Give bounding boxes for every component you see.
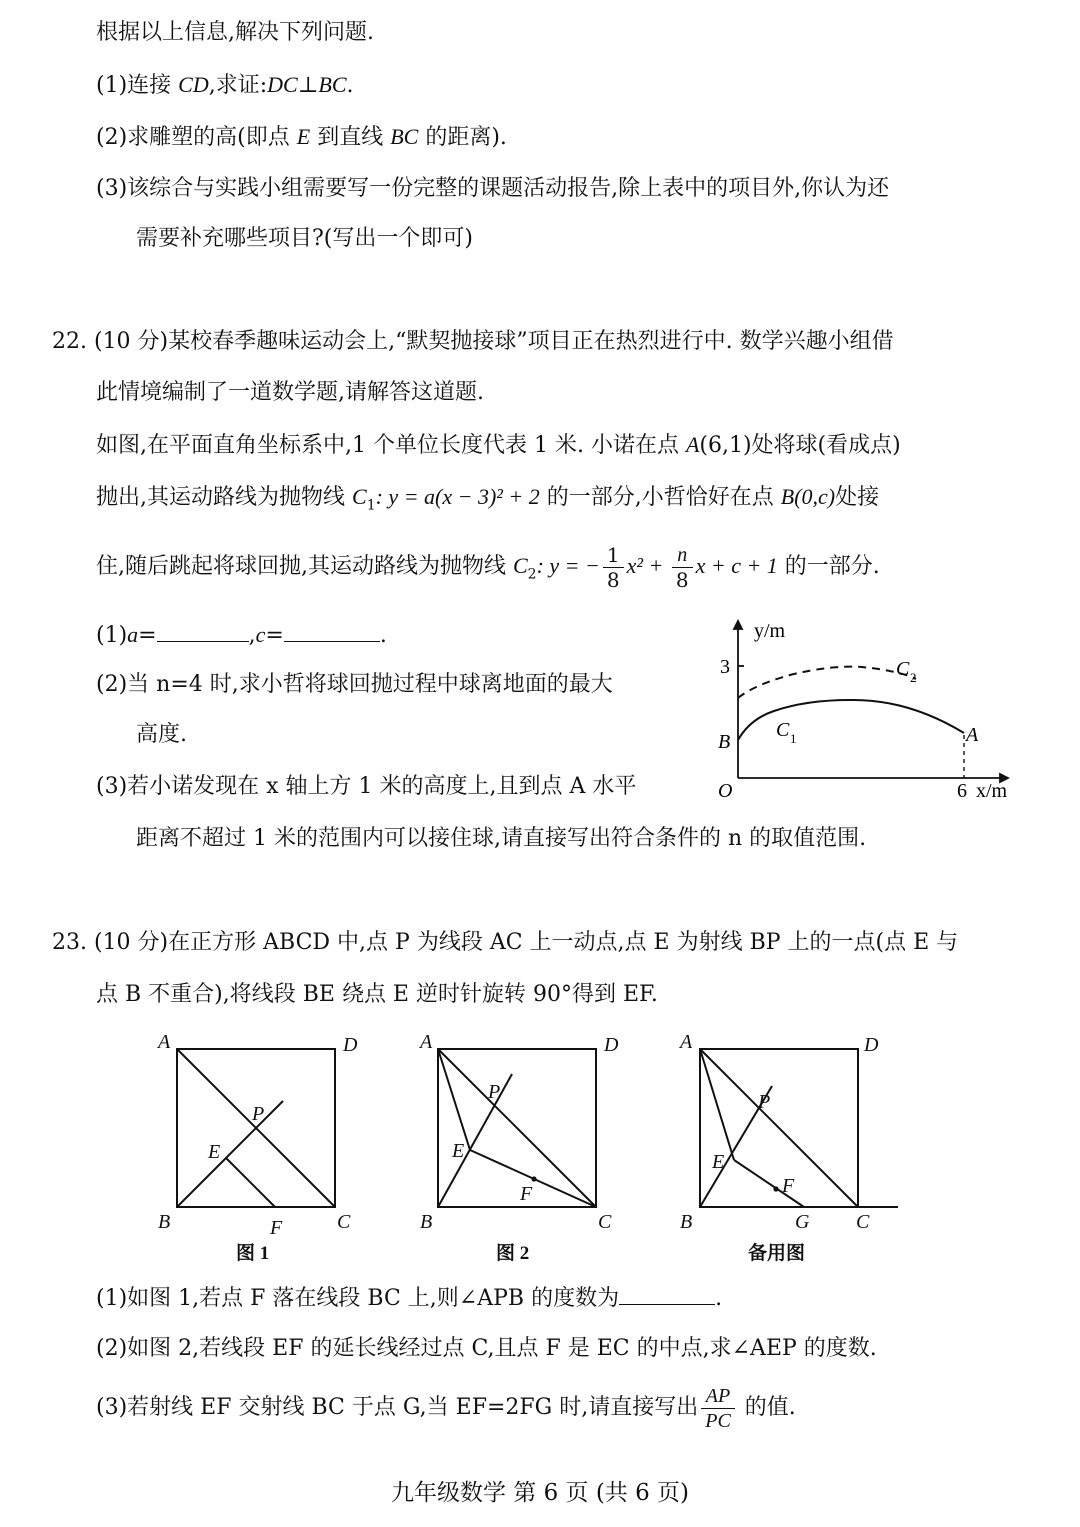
q21-part1: (1)连接 CD,求证:DC⊥BC. bbox=[96, 72, 354, 98]
q22-line2: 此情境编制了一道数学题,请解答这道题. bbox=[96, 380, 484, 405]
x-axis-label: x/m bbox=[976, 780, 1008, 802]
fig2-label-a: A bbox=[420, 1031, 433, 1053]
fraction-n-eighth: $\frac{n}{8}$ bbox=[672, 543, 693, 592]
fig3-label-c: C bbox=[856, 1211, 870, 1233]
fraction-ap-pc: $\frac{AP}{PC}$ bbox=[701, 1384, 735, 1433]
fig2-point-f bbox=[531, 1176, 536, 1181]
fig3-label-a: A bbox=[680, 1031, 693, 1053]
q23-part2: (2)如图 2,若线段 EF 的延长线经过点 C,且点 F 是 EC 的中点,求∠AEP 的度数. bbox=[96, 1336, 877, 1361]
curve-c2-label: C bbox=[896, 658, 910, 680]
fig1-label-c: C bbox=[337, 1211, 351, 1233]
fig2-label-d: D bbox=[604, 1034, 619, 1056]
q22-line5: 住,随后跳起将球回抛,其运动路线为抛物线 $C_2$: y = − $\frac{1}{8}$ x² + $\frac{n}{8}$ x + c + 1 的一部分. bbox=[96, 542, 880, 592]
figure-2 bbox=[438, 1049, 596, 1207]
q22-part3-line2: 距离不超过 1 米的范围内可以接住球,请直接写出符合条件的 n 的取值范围. bbox=[136, 826, 867, 851]
origin-label: O bbox=[718, 780, 733, 802]
curve-c2-sub: 2 bbox=[910, 670, 917, 685]
answer-blank-c[interactable] bbox=[284, 619, 380, 642]
y-axis-label: y/m bbox=[754, 620, 786, 642]
fig2-caption: 图 2 bbox=[496, 1243, 530, 1264]
q23-header: 23. (10 分)在正方形 ABCD 中,点 P 为线段 AC 上一动点,点 E 为射线 BP 上的一点(点 E 与 bbox=[52, 930, 959, 955]
fig3-label-f: F bbox=[782, 1175, 795, 1197]
parabola-graph bbox=[710, 615, 1020, 805]
curve-c1-label: C bbox=[776, 719, 790, 741]
curve-c2 bbox=[738, 667, 916, 698]
q22-part3-line1: (3)若小诺发现在 x 轴上方 1 米的高度上,且到点 A 水平 bbox=[96, 774, 637, 799]
q22-part1: (1)a= ,c= . bbox=[96, 619, 387, 651]
fig1-label-e: E bbox=[208, 1141, 221, 1163]
tick-label-6: 6 bbox=[957, 780, 967, 802]
curve-c1-sub: 1 bbox=[790, 731, 797, 746]
fig3-label-d: D bbox=[864, 1034, 879, 1056]
y-axis-arrow bbox=[734, 621, 742, 629]
fig2-label-c: C bbox=[598, 1211, 612, 1233]
fig3-label-e: E bbox=[712, 1151, 725, 1173]
figures-row bbox=[140, 1026, 910, 1266]
figure-backup bbox=[700, 1049, 898, 1207]
q21-part3-line1: (3)该综合与实践小组需要写一份完整的课题活动报告,除上表中的项目外,你认为还 bbox=[96, 176, 890, 201]
q22-line3: 如图,在平面直角坐标系中,1 个单位长度代表 1 米. 小诺在点 A(6,1)处将球(看成点) bbox=[96, 432, 901, 458]
q22-header: 22. (10 分)某校春季趣味运动会上,“默契抛接球”项目正在热烈进行中. 数学兴趣小组借 bbox=[52, 329, 894, 354]
fig1-label-f: F bbox=[270, 1217, 283, 1239]
point-a-label: A bbox=[966, 724, 979, 746]
answer-blank-a[interactable] bbox=[157, 619, 249, 642]
fig3-caption: 备用图 bbox=[748, 1243, 806, 1264]
fig3-label-p: P bbox=[758, 1091, 771, 1113]
fig1-label-d: D bbox=[343, 1034, 358, 1056]
fig3-label-b: B bbox=[680, 1211, 693, 1233]
q21-part3-line2: 需要补充哪些项目?(写出一个即可) bbox=[136, 226, 473, 251]
fig2-label-p: P bbox=[488, 1081, 501, 1103]
fig3-point-f bbox=[773, 1186, 778, 1191]
fig1-caption: 图 1 bbox=[236, 1243, 270, 1264]
figure-1 bbox=[177, 1049, 335, 1207]
fig1-label-p: P bbox=[252, 1103, 265, 1125]
fig1-label-b: B bbox=[158, 1211, 171, 1233]
q21-intro: 根据以上信息,解决下列问题. bbox=[96, 20, 374, 45]
page-footer: 九年级数学 第 6 页 (共 6 页) bbox=[390, 1480, 690, 1506]
answer-blank-angle[interactable] bbox=[619, 1282, 715, 1305]
curve-c1 bbox=[738, 700, 964, 740]
fraction-one-eighth: $\frac{1}{8}$ bbox=[603, 543, 624, 592]
tick-label-3: 3 bbox=[720, 656, 730, 678]
point-b-label: B bbox=[718, 731, 731, 753]
fig3-label-g: G bbox=[795, 1211, 810, 1233]
fig2-label-b: B bbox=[420, 1211, 433, 1233]
q22-part2-line1: (2)当 n=4 时,求小哲将球回抛过程中球离地面的最大 bbox=[96, 672, 613, 697]
q22-line4: 抛出,其运动路线为抛物线 $C_1$: y = a(x − 3)² + 2 的一部分,小哲恰好在点 B(0,c)处接 bbox=[96, 484, 880, 514]
fig1-label-a: A bbox=[158, 1031, 171, 1053]
fig2-label-f: F bbox=[520, 1183, 533, 1205]
q23-part1: (1)如图 1,若点 F 落在线段 BC 上,则∠APB 的度数为 . bbox=[96, 1282, 722, 1314]
q23-line2: 点 B 不重合),将线段 BE 绕点 E 逆时针旋转 90°得到 EF. bbox=[96, 982, 658, 1007]
q21-part2: (2)求雕塑的高(即点 E 到直线 BC 的距离). bbox=[96, 124, 507, 150]
fig2-label-e: E bbox=[452, 1140, 465, 1162]
q22-part2-line2: 高度. bbox=[136, 722, 187, 747]
q23-part3: (3)若射线 EF 交射线 BC 于点 G,当 EF=2FG 时,请直接写出 $\frac{AP}{PC}$ 的值. bbox=[96, 1384, 796, 1432]
